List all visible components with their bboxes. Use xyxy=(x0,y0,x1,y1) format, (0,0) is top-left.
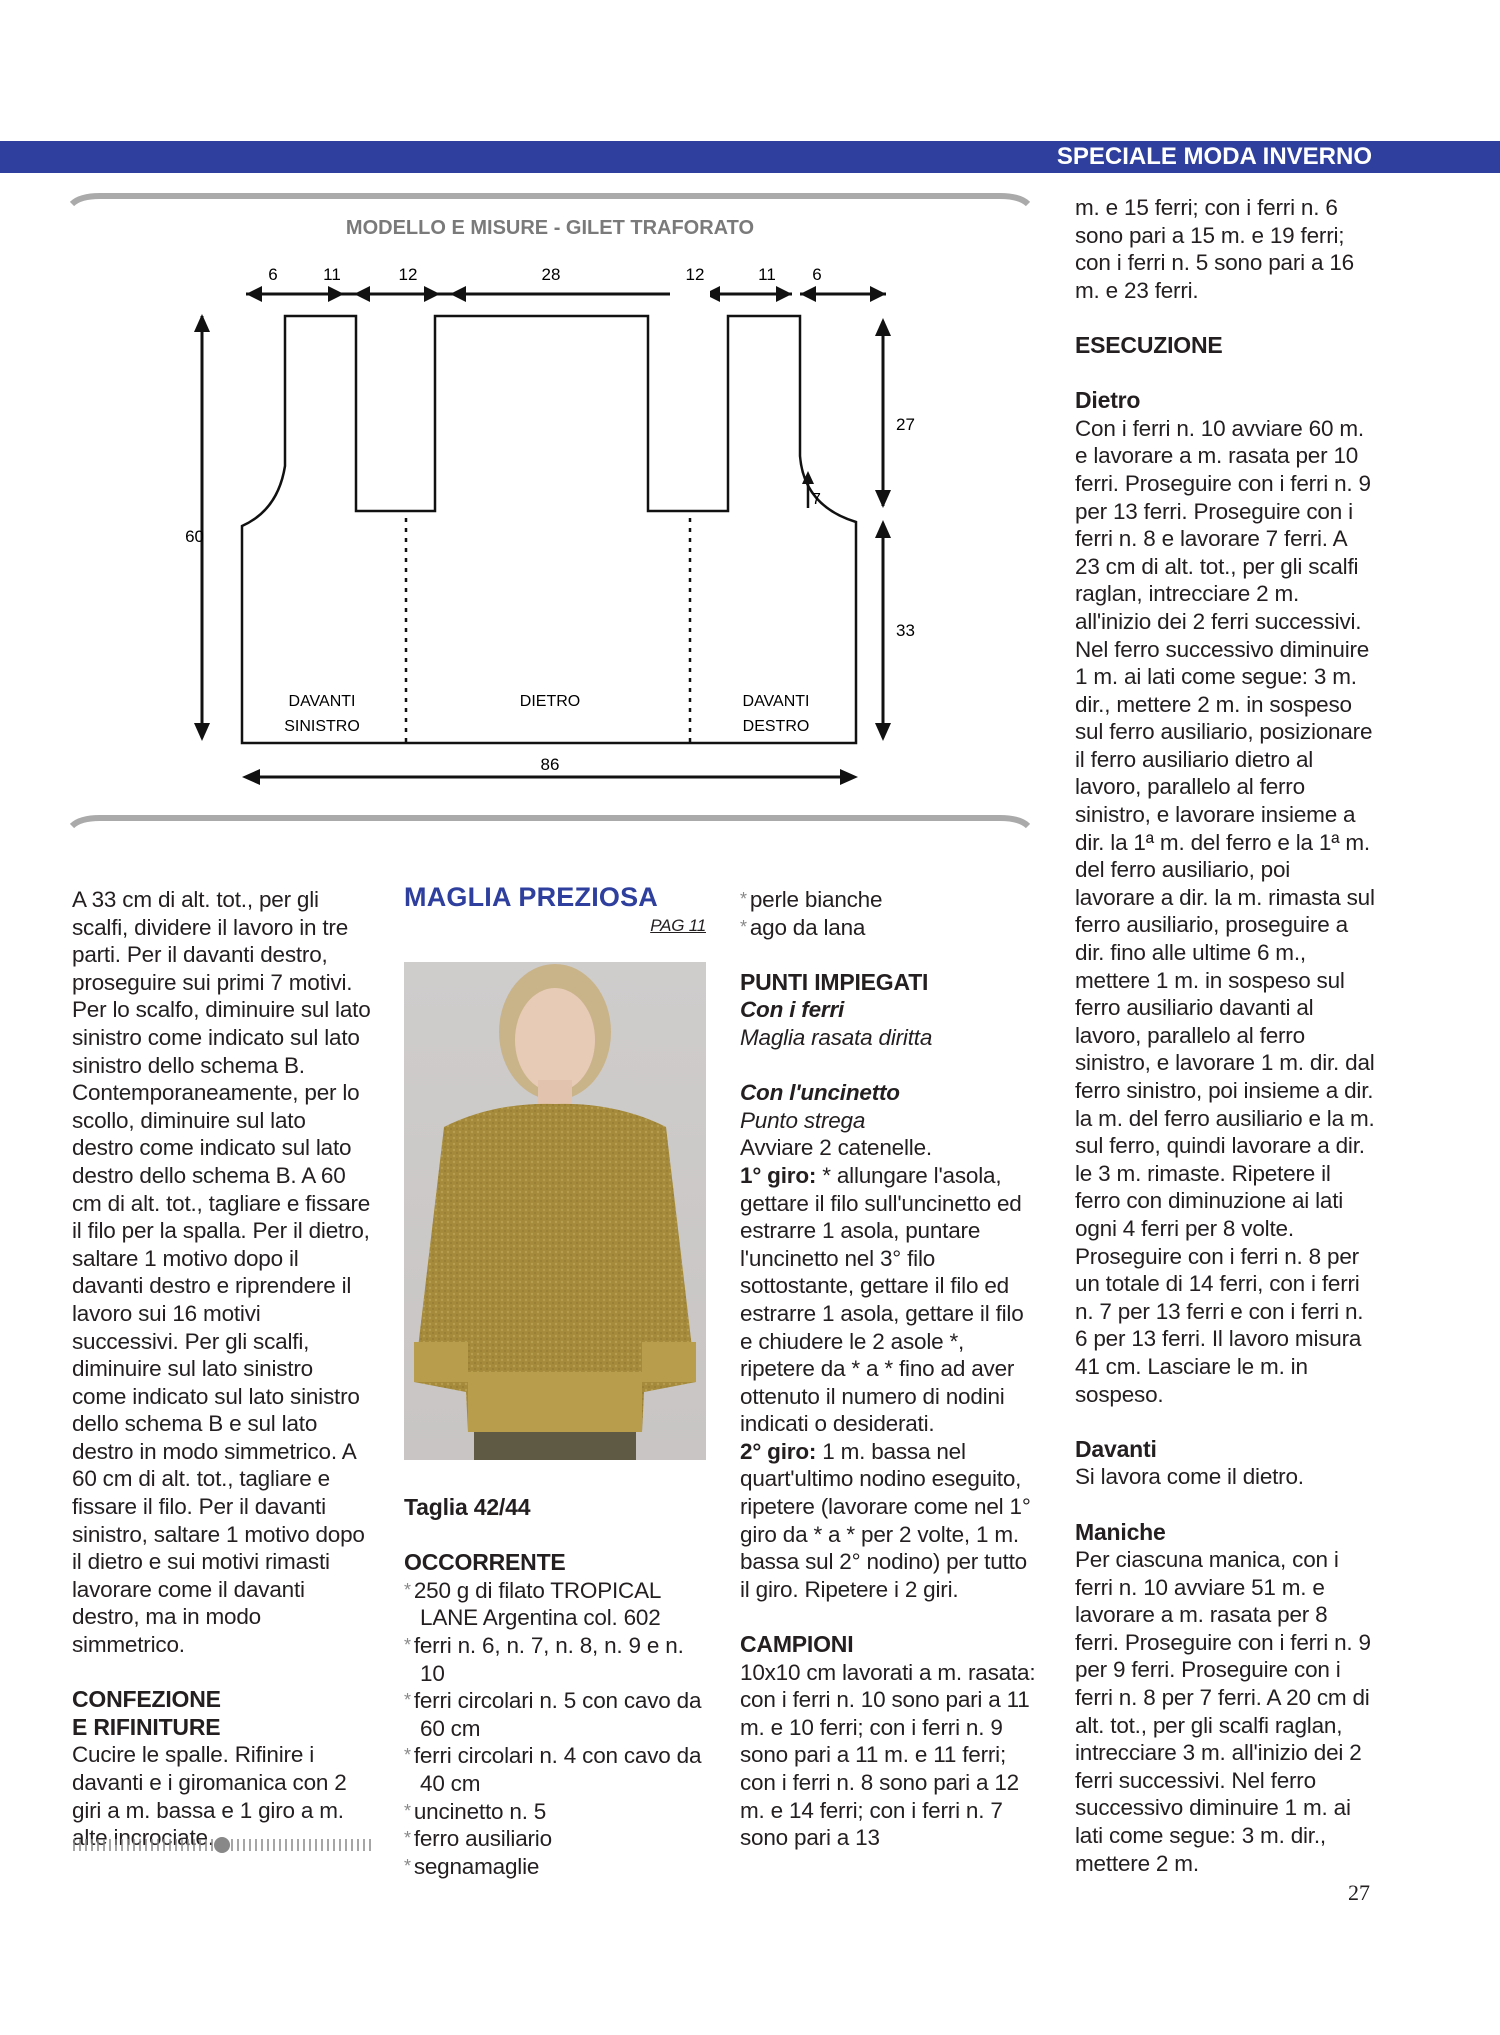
maglia-preziosa-title: MAGLIA PREZIOSA xyxy=(404,882,659,912)
right-piece-label-2: DESTRO xyxy=(742,718,810,735)
maniche-text: Per ciascuna manica, con i ferri n. 10 avviare 51 m. e lavorare a m. rasata per 8 ferri. Proseguire con i ferri n. 9 per 9 ferri. Proseguire con i ferri n. 8 per 7 ferri. A 20 cm di alt. tot., per gli scalfi raglan, intrecciare 3 m. all'inizio dei 2 ferri successivi. Nel ferro successivo diminuire 1 m. ai lati come segue: 3 m. dir., mettere 2 m. xyxy=(1075,1547,1371,1876)
punti-title: PUNTI IMPIEGATI xyxy=(740,968,929,995)
campioni-continued: m. e 15 ferri; con i ferri n. 6 sono pari a 15 m. e 19 ferri; con i ferri n. 5 sono pari a 16 m. e 23 ferri. xyxy=(1075,195,1354,303)
taglia: Taglia 42/44 xyxy=(404,1494,531,1520)
right-piece-label-1: DAVANTI xyxy=(742,693,810,710)
uncinetto-intro: Avviare 2 catenelle. xyxy=(740,1135,932,1161)
left-piece-label-1: DAVANTI xyxy=(288,693,356,710)
occorrente-title: OCCORRENTE xyxy=(404,1549,566,1576)
measure-2: 11 xyxy=(323,265,341,284)
page-reference: PAG 11 xyxy=(650,915,706,935)
material-item: * ferri circolari n. 4 con cavo da 40 cm xyxy=(404,1743,702,1796)
material-item: * uncinetto n. 5 xyxy=(404,1798,547,1824)
giro-1: 1° giro: * allungare l'asola, gettare il filo sull'uncinetto ed estrarre 1 asola, puntare l'uncinetto nel 3° filo sottostante, gettare il filo ed estrarre 1 asola, gettare il filo e chiudere le 2 asole *, ripetere da * a * fino ad aver ottenuto il numero di nodini indicati o desiderati. xyxy=(740,1162,1024,1437)
column-3 xyxy=(740,886,1040,1852)
running-title: SPECIALE MODA INVERNO xyxy=(1056,143,1372,170)
decorative-scale xyxy=(72,1836,372,1854)
top-bracket xyxy=(72,196,1028,204)
material-item: * ferro ausiliario xyxy=(404,1826,552,1852)
model-illustration xyxy=(404,962,706,1460)
campioni-title: CAMPIONI xyxy=(740,1631,854,1658)
material-item: * perle bianche xyxy=(740,887,883,912)
garment-outline-shape xyxy=(242,316,856,743)
confezione-text: Cucire le spalle. Rifinire i davanti e i giromanica con 2 giri a m. bassa e 1 giro a m. alte incrociate. xyxy=(72,1742,347,1851)
measure-6: 11 xyxy=(758,265,776,284)
header-band xyxy=(0,141,1500,173)
column-2 xyxy=(404,884,706,939)
armhole-step-label: 7 xyxy=(812,491,821,508)
dietro-text: Con i ferri n. 10 avviare 60 m. e lavorare a m. rasata per 10 ferri. Proseguire con i ferri n. 9 per 13 ferri. Proseguire con i ferri n. 8 e lavorare 7 ferri. A 23 cm di alt. tot., per gli scalfi raglan, intrecciare 2 m. all'inizio dei 2 ferri successivi. Nel ferro successivo diminuire 1 m. ai lati come segue: 3 m. dir., mettere 2 m. in sospeso sul ferro ausiliario, posizionare il ferro ausiliario dietro al lavoro, parallelo al ferro sinistro, e lavorare insieme a dir. la 1ª m. del ferro e la 1ª m. del ferro ausiliario, poi lavorare a dir. la m. rimasta sul ferro ausiliario, proseguire a dir. fino alle ultime 6 m., mettere 1 m. in sospeso sul ferro ausiliario davanti al lavoro, parallelo al ferro sinistro, e lavorare 1 m. dir. dal ferro sinistro, poi insieme a dir. la m. del ferro ausiliario e la m. sul ferro, quindi lavorare a dir. le 3 m. rimaste. Ripetere il ferro con diminuzione ai lati ogni 4 ferri per 8 volte. Proseguire con i ferri n. 8 per un totale di 14 ferri, con i ferri n. 7 per 13 ferri e con i ferri n. 6 per 13 ferri. Il lavoro misura 41 cm. Lasciare le m. in sospeso. xyxy=(1075,415,1375,1407)
dietro-title: Dietro xyxy=(1075,387,1141,414)
uncinetto-title: Con l'uncinetto xyxy=(740,1080,900,1106)
davanti-title: Davanti xyxy=(1075,1435,1157,1462)
uncinetto-stitch: Punto strega xyxy=(740,1107,866,1133)
column-2-lower xyxy=(404,1494,706,1880)
center-piece-label: DIETRO xyxy=(519,693,581,710)
confezione-title-1: CONFEZIONE xyxy=(72,1686,221,1713)
material-item: * 250 g di filato TROPICAL LANE Argentina col. 602 xyxy=(404,1577,661,1631)
material-item: * segnamaglie xyxy=(404,1853,540,1879)
maniche-title: Maniche xyxy=(1075,1518,1166,1545)
lower-height-label: 33 xyxy=(896,621,915,640)
confezione-title-2: E RIFINITURE xyxy=(72,1713,221,1740)
ferri-text: Maglia rasata diritta xyxy=(740,1024,933,1050)
diagram-title: MODELLO E MISURE - GILET TRAFORATO xyxy=(345,217,755,239)
davanti-text: Si lavora come il dietro. xyxy=(1075,1464,1304,1490)
measure-3: 12 xyxy=(398,265,418,284)
measure-7: 6 xyxy=(812,265,822,284)
armhole-height-label: 27 xyxy=(896,415,915,434)
ferri-title: Con i ferri xyxy=(740,997,845,1023)
material-item: * ferri circolari n. 5 con cavo da 60 cm xyxy=(404,1688,702,1741)
height-total-label: 60 xyxy=(185,527,204,546)
measure-4: 28 xyxy=(541,265,561,284)
col1-paragraph: A 33 cm di alt. tot., per gli scalfi, dividere il lavoro in tre parti. Per il davanti destro, proseguire sui primi 7 motivi. Per lo scalfo, diminuire sul lato sinistro come indicato sul lato sinistro dello schema B. Contemporaneamente, per lo scollo, diminuire sul lato destro come indicato sul lato destro dello schema B. A 60 cm di alt. tot., tagliare e fissare il filo per la spalla. Per il dietro, saltare 1 motivo dopo il davanti destro e riprendere il lavoro sui 16 motivi successivi. Per gli scalfi, diminuire sul lato sinistro come indicato sul lato sinistro dello schema B e sul lato destro in modo simmetrico. A 60 cm di alt. tot., tagliare e fissare il filo. Per il davanti sinistro, saltare 1 motivo dopo il dietro e sui motivi rimasti lavorare come il davanti destro, ma in modo simmetrico. xyxy=(72,887,371,1658)
page-number: 27 xyxy=(1348,1880,1370,1905)
measure-5: 12 xyxy=(685,265,705,284)
width-total-label: 86 xyxy=(540,755,560,774)
material-item: * ferri n. 6, n. 7, n. 8, n. 9 e n. 10 xyxy=(404,1632,684,1686)
pattern-diagram xyxy=(70,186,1030,836)
column-1 xyxy=(72,886,372,1852)
giro-2: 2° giro: 1 m. bassa nel quart'ultimo nodino eseguito, ripetere (lavorare come nel 1° giro da * a * per 2 volte, 1 m. bassa sul 2° nodino) per tutto il giro. Ripetere i 2 giri. xyxy=(740,1438,1031,1602)
measure-1: 6 xyxy=(268,265,278,284)
bottom-bracket xyxy=(72,818,1028,826)
material-item: * ago da lana xyxy=(740,914,866,940)
column-4 xyxy=(1075,194,1375,1877)
esecuzione-title: ESECUZIONE xyxy=(1075,331,1223,358)
left-piece-label-2: SINISTRO xyxy=(284,718,360,735)
campioni-text: 10x10 cm lavorati a m. rasata: con i ferri n. 10 sono pari a 11 m. e 10 ferri; con i ferri n. 9 sono pari a 11 m. e 11 ferri; con i ferri n. 8 sono pari a 12 m. e 14 ferri; con i ferri n. 7 sono pari a 13 xyxy=(740,1659,1036,1851)
model-photo xyxy=(404,962,706,1460)
